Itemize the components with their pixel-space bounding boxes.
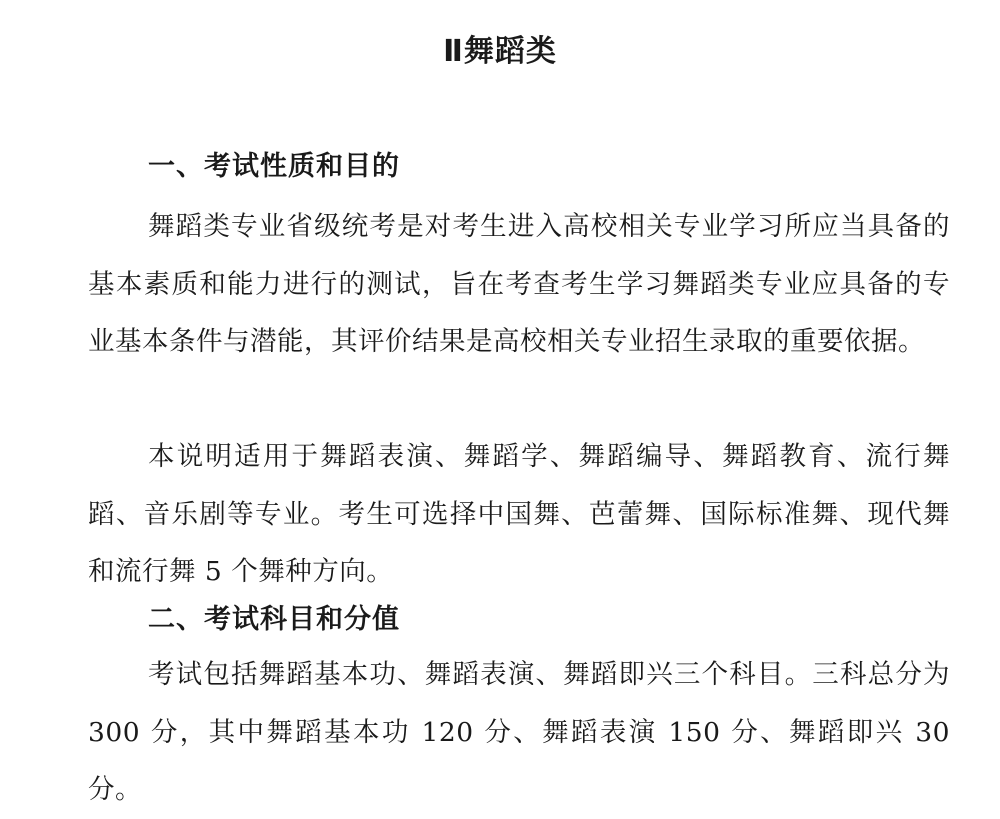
paragraph-subjects-scores: 考试包括舞蹈基本功、舞蹈表演、舞蹈即兴三个科目。三科总分为 300 分，其中舞蹈基本功 120 分、舞蹈表演 150 分、舞蹈即兴 30 分。: [88, 659, 950, 805]
section-heading-subjects-scores: 二、考试科目和分值: [148, 604, 400, 635]
document-title: Ⅱ舞蹈类: [443, 34, 557, 69]
paragraph-applicable-majors: 本说明适用于舞蹈表演、舞蹈学、舞蹈编导、舞蹈教育、流行舞蹈、音乐剧等专业。考生可选择中国舞、芭蕾舞、国际标准舞、现代舞和流行舞 5 个舞种方向。: [88, 441, 950, 587]
paragraph-exam-purpose: 舞蹈类专业省级统考是对考生进入高校相关专业学习所应当具备的基本素质和能力进行的测试，旨在考查考生学习舞蹈类专业应具备的专业基本条件与潜能，其评价结果是高校相关专业招生录取的重要依据。: [88, 211, 950, 357]
section-heading-nature-purpose: 一、考试性质和目的: [148, 151, 400, 182]
